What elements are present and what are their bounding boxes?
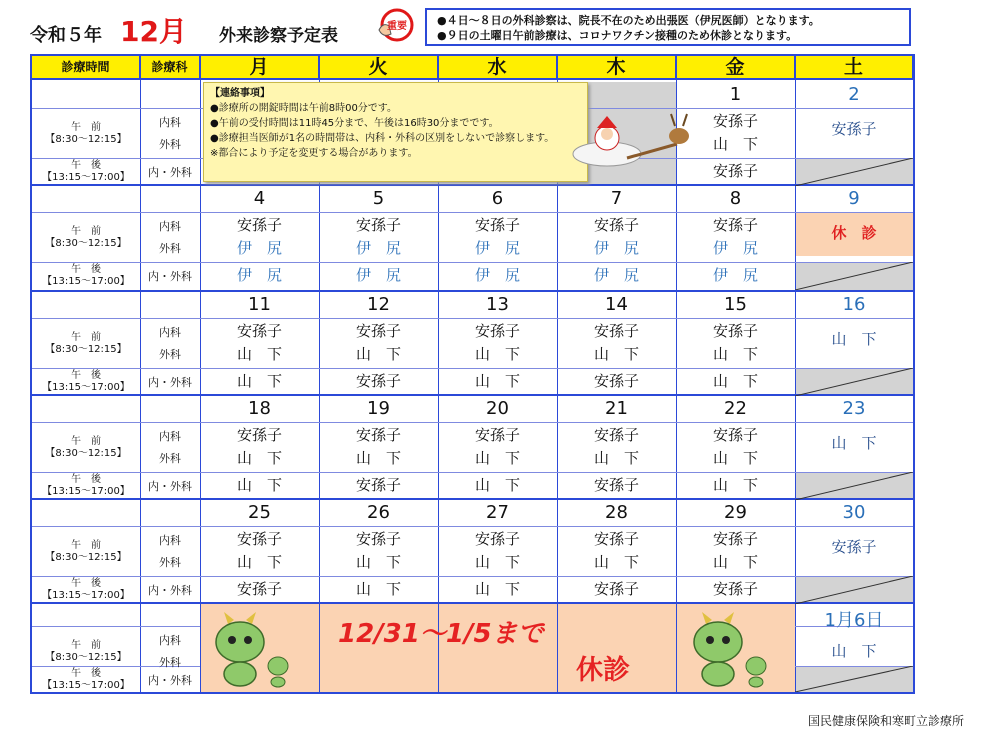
row-divider: [557, 212, 676, 213]
dept-naika: 内科: [159, 220, 181, 233]
label-pm-text: 午 後: [71, 474, 101, 485]
day-number: 26: [367, 502, 390, 523]
geka-doctor: 山 下: [236, 345, 282, 363]
row-divider: [557, 318, 676, 319]
naika-doctor: 安孫子: [355, 216, 401, 234]
geka-doctor: 山 下: [712, 345, 758, 363]
label-pm: [32, 668, 140, 692]
naika-doctor: 安孫子: [236, 216, 282, 234]
diagonal-slash: [795, 262, 913, 290]
header-dept: 診療科: [140, 56, 200, 80]
naika-doctor: 安孫子: [474, 322, 520, 340]
row-divider: [319, 262, 438, 263]
pm-doctor: 伊 尻: [474, 266, 520, 284]
day-number: 21: [605, 398, 628, 419]
geka-doctor: 山 下: [355, 449, 401, 467]
geka-doctor: 山 下: [712, 135, 758, 153]
label-pm-text: 午 後: [71, 160, 101, 171]
naika-doctor: 安孫子: [593, 216, 639, 234]
geka-doctor: 山 下: [474, 345, 520, 363]
title-subtitle: 外来診察予定表: [218, 26, 338, 46]
santa-sleigh-illustration: [567, 96, 697, 176]
week-divider: [32, 184, 913, 186]
day-number: 12: [367, 294, 390, 315]
naika-doctor: 安孫子: [712, 530, 758, 548]
pm-doctor: 安孫子: [593, 372, 639, 390]
label-am: [32, 540, 140, 564]
row-divider: [676, 472, 795, 473]
naika-doctor: 安孫子: [712, 216, 758, 234]
label-am-text: 午 前: [71, 640, 101, 651]
label-am-text: 午 前: [71, 122, 101, 133]
pm-doctor: 安孫子: [236, 580, 282, 598]
row-divider: [676, 576, 795, 577]
row-divider: [557, 576, 676, 577]
label-am: [32, 122, 140, 146]
geka-doctor: 山 下: [593, 553, 639, 571]
pm-doctor: 山 下: [712, 476, 758, 494]
header-tue: 火: [319, 56, 438, 80]
naika-doctor: 安孫子: [712, 112, 758, 130]
naika-doctor: 安孫子: [355, 426, 401, 444]
label-am-text: 午 前: [71, 226, 101, 237]
row-divider: [795, 526, 913, 527]
row-divider: [676, 526, 795, 527]
row-divider: [32, 108, 200, 109]
row-divider: [438, 212, 557, 213]
row-divider: [676, 262, 795, 263]
label-am-text: 午 前: [71, 540, 101, 551]
row-divider: [438, 576, 557, 577]
row-divider: [319, 212, 438, 213]
pm-doctor: 伊 尻: [593, 266, 639, 284]
dept-naika: 内科: [159, 430, 181, 443]
dept-geka: 外科: [159, 242, 181, 255]
row-divider: [32, 158, 200, 159]
naika-doctor: 安孫子: [593, 322, 639, 340]
row-divider: [200, 422, 319, 423]
dept-both: 内・外科: [148, 166, 192, 179]
label-am-text: 午 前: [71, 436, 101, 447]
row-divider: [319, 422, 438, 423]
day-number: 29: [724, 502, 747, 523]
row-divider: [795, 318, 913, 319]
saturday-am-doctor: 山 下: [831, 434, 877, 452]
row-divider: [557, 368, 676, 369]
naika-doctor: 安孫子: [712, 322, 758, 340]
day-number: 30: [842, 502, 866, 523]
row-divider: [557, 262, 676, 263]
naika-doctor: 安孫子: [474, 530, 520, 548]
row-divider: [200, 368, 319, 369]
row-divider: [319, 318, 438, 319]
naika-doctor: 安孫子: [712, 426, 758, 444]
title-era: 令和５年: [30, 25, 102, 46]
row-divider: [319, 576, 438, 577]
geka-doctor: 伊 尻: [474, 239, 520, 257]
saturday-am-doctor: 山 下: [831, 642, 877, 660]
header-wed: 水: [438, 56, 557, 80]
pm-doctor: 安孫子: [712, 580, 758, 598]
label-pm-hours: 【13:15～17:00】: [42, 486, 130, 497]
header-thu: 木: [557, 56, 676, 80]
pm-doctor: 伊 尻: [712, 266, 758, 284]
day-number: 22: [724, 398, 747, 419]
saturday-am-doctor: 山 下: [831, 330, 877, 348]
row-divider: [795, 108, 913, 109]
row-divider: [200, 262, 319, 263]
day-number: 1: [729, 84, 742, 105]
diagonal-slash: [795, 472, 913, 500]
geka-doctor: 伊 尻: [355, 239, 401, 257]
row-divider: [32, 368, 200, 369]
row-divider: [32, 526, 200, 527]
geka-doctor: 山 下: [355, 553, 401, 571]
row-divider: [676, 212, 795, 213]
dept-both: 内・外科: [148, 674, 192, 687]
dept-both: 内・外科: [148, 480, 192, 493]
day-number: 14: [605, 294, 628, 315]
geka-doctor: 山 下: [355, 345, 401, 363]
title-month: 12月: [120, 15, 187, 48]
geka-doctor: 山 下: [236, 449, 282, 467]
memo-line-3: ●診療担当医師が1名の時間帯は、内科・外科の区別をしないで診察します。: [210, 133, 555, 144]
dept-naika: 内科: [159, 326, 181, 339]
dept-geka: 外科: [159, 556, 181, 569]
day-number: 15: [724, 294, 747, 315]
geka-doctor: 伊 尻: [593, 239, 639, 257]
geka-doctor: 山 下: [712, 553, 758, 571]
label-am: [32, 640, 140, 664]
row-divider: [32, 422, 200, 423]
dept-naika: 内科: [159, 534, 181, 547]
day-number: 2: [848, 84, 860, 105]
row-divider: [438, 472, 557, 473]
pm-doctor: 山 下: [474, 580, 520, 598]
row-divider: [200, 318, 319, 319]
dept-naika: 内科: [159, 634, 181, 647]
naika-doctor: 安孫子: [593, 530, 639, 548]
naika-doctor: 安孫子: [593, 426, 639, 444]
row-divider: [438, 526, 557, 527]
row-divider: [557, 472, 676, 473]
label-am-hours: 【8:30～12:15】: [45, 552, 127, 563]
geka-doctor: 山 下: [593, 345, 639, 363]
dept-geka: 外科: [159, 138, 181, 151]
label-pm: [32, 160, 140, 184]
footer-clinic-name: 国民健康保険和寒町立診療所: [807, 714, 964, 728]
memo-line-4: ※都合により予定を変更する場合があります。: [210, 148, 418, 159]
label-pm: [32, 370, 140, 394]
label-am-hours: 【8:30～12:15】: [45, 134, 127, 145]
label-pm-hours: 【13:15～17:00】: [42, 276, 130, 287]
notice-box: [425, 8, 911, 46]
diagonal-slash: [795, 158, 913, 186]
row-divider: [319, 368, 438, 369]
saturday-am-doctor: 安孫子: [831, 538, 877, 556]
pm-doctor: 安孫子: [355, 372, 401, 390]
label-am-hours: 【8:30～12:15】: [45, 344, 127, 355]
saturday-am-doctor: 安孫子: [831, 120, 877, 138]
row-divider: [319, 472, 438, 473]
pm-doctor: 山 下: [712, 372, 758, 390]
day-number: 8: [729, 188, 742, 209]
badge-text: 重要: [387, 21, 407, 32]
naika-doctor: 安孫子: [236, 322, 282, 340]
week-divider: [32, 290, 913, 292]
naika-doctor: 安孫子: [474, 216, 520, 234]
geka-doctor: 山 下: [474, 553, 520, 571]
geka-doctor: 山 下: [712, 449, 758, 467]
label-am: [32, 332, 140, 356]
row-divider: [438, 262, 557, 263]
diagonal-slash: [795, 368, 913, 396]
week-divider: [32, 498, 913, 500]
day-number: 13: [486, 294, 509, 315]
notice-line-1: ●４日～８日の外科診察は、院長不在のため出張医（伊尻医師）となります。: [437, 14, 820, 27]
label-pm-text: 午 後: [71, 264, 101, 275]
day-number: 4: [253, 188, 266, 209]
holiday-label: 休診: [576, 655, 630, 686]
row-divider: [200, 526, 319, 527]
diagonal-slash: [795, 576, 913, 604]
label-pm-hours: 【13:15～17:00】: [42, 382, 130, 393]
row-divider: [32, 472, 200, 473]
row-divider: [795, 212, 913, 213]
naika-doctor: 安孫子: [355, 322, 401, 340]
row-divider: [795, 422, 913, 423]
label-am: [32, 226, 140, 250]
geka-doctor: 山 下: [236, 553, 282, 571]
label-pm: [32, 264, 140, 288]
row-divider: [438, 422, 557, 423]
day-number: 7: [610, 188, 623, 209]
dept-geka: 外科: [159, 656, 181, 669]
naika-doctor: 安孫子: [355, 530, 401, 548]
label-pm-hours: 【13:15～17:00】: [42, 172, 130, 183]
week-divider: [32, 602, 913, 604]
memo-title: 【連絡事項】: [210, 88, 270, 99]
diagonal-slash: [795, 666, 913, 692]
pm-doctor: 山 下: [236, 372, 282, 390]
pm-doctor: 安孫子: [355, 476, 401, 494]
dept-both: 内・外科: [148, 584, 192, 597]
naika-doctor: 安孫子: [474, 426, 520, 444]
row-divider: [557, 422, 676, 423]
dragon-calligraphy-illustration: [682, 604, 772, 688]
day-number: 9: [848, 188, 860, 209]
memo-line-2: ●午前の受付時間は11時45分まで、午後は16時30分までです。: [210, 118, 499, 129]
row-divider: [676, 422, 795, 423]
day-number: 27: [486, 502, 509, 523]
geka-doctor: 山 下: [593, 449, 639, 467]
memo-line-1: ●診療所の開錠時間は午前8時00分です。: [210, 103, 398, 114]
row-divider: [32, 212, 200, 213]
day-number: 18: [248, 398, 271, 419]
row-divider: [319, 526, 438, 527]
pm-doctor: 山 下: [474, 372, 520, 390]
label-am-hours: 【8:30～12:15】: [45, 238, 127, 249]
label-pm-text: 午 後: [71, 370, 101, 381]
label-am-hours: 【8:30～12:15】: [45, 652, 127, 663]
day-number: 28: [605, 502, 628, 523]
pm-doctor: 伊 尻: [236, 266, 282, 284]
label-am: [32, 436, 140, 460]
day-number: 6: [491, 188, 504, 209]
day-number: 25: [248, 502, 271, 523]
row-divider: [676, 368, 795, 369]
row-divider: [32, 576, 200, 577]
pm-doctor: 山 下: [355, 580, 401, 598]
label-pm-text: 午 後: [71, 578, 101, 589]
header-fri: 金: [676, 56, 795, 80]
geka-doctor: 山 下: [474, 449, 520, 467]
row-divider: [438, 368, 557, 369]
dept-both: 内・外科: [148, 376, 192, 389]
day-number: 16: [842, 294, 866, 315]
header-mon: 月: [200, 56, 319, 80]
holiday-range: 12/31～1/5まで: [338, 619, 544, 649]
pm-doctor: 安孫子: [593, 476, 639, 494]
dept-naika: 内科: [159, 116, 181, 129]
day-number: 1月6日: [824, 610, 884, 631]
dragon-kite-illustration: [204, 604, 294, 688]
dept-geka: 外科: [159, 452, 181, 465]
row-divider: [200, 472, 319, 473]
memo-note: [203, 82, 588, 182]
label-pm: [32, 474, 140, 498]
pm-doctor: 安孫子: [593, 580, 639, 598]
geka-doctor: 伊 尻: [712, 239, 758, 257]
day-number: 5: [372, 188, 385, 209]
dept-geka: 外科: [159, 348, 181, 361]
page-title: [30, 10, 338, 48]
header-time: 診療時間: [32, 56, 140, 80]
label-pm-text: 午 後: [71, 668, 101, 679]
day-number: 19: [367, 398, 390, 419]
label-pm-hours: 【13:15～17:00】: [42, 680, 130, 691]
geka-doctor: 伊 尻: [236, 239, 282, 257]
row-divider: [32, 626, 200, 627]
row-divider: [438, 318, 557, 319]
row-divider: [32, 318, 200, 319]
pm-doctor: 山 下: [474, 476, 520, 494]
week-divider: [32, 394, 913, 396]
header-sat: 土: [795, 56, 913, 80]
notice-line-2: ●９日の土曜日午前診療は、コロナワクチン接種のため休診となります。: [437, 29, 798, 42]
label-pm-hours: 【13:15～17:00】: [42, 590, 130, 601]
label-am-hours: 【8:30～12:15】: [45, 448, 127, 459]
important-badge-icon: [375, 8, 415, 42]
day-number: 11: [248, 294, 271, 315]
label-am-text: 午 前: [71, 332, 101, 343]
naika-doctor: 安孫子: [236, 530, 282, 548]
saturday-am-doctor: 休 診: [831, 224, 877, 242]
pm-doctor: 安孫子: [712, 162, 758, 180]
naika-doctor: 安孫子: [236, 426, 282, 444]
row-divider: [200, 212, 319, 213]
row-divider: [676, 318, 795, 319]
day-number: 23: [842, 398, 866, 419]
pm-doctor: 山 下: [236, 476, 282, 494]
row-divider: [557, 526, 676, 527]
pm-doctor: 伊 尻: [355, 266, 401, 284]
day-number: 20: [486, 398, 509, 419]
row-divider: [200, 576, 319, 577]
row-divider: [32, 262, 200, 263]
label-pm: [32, 578, 140, 602]
dept-both: 内・外科: [148, 270, 192, 283]
